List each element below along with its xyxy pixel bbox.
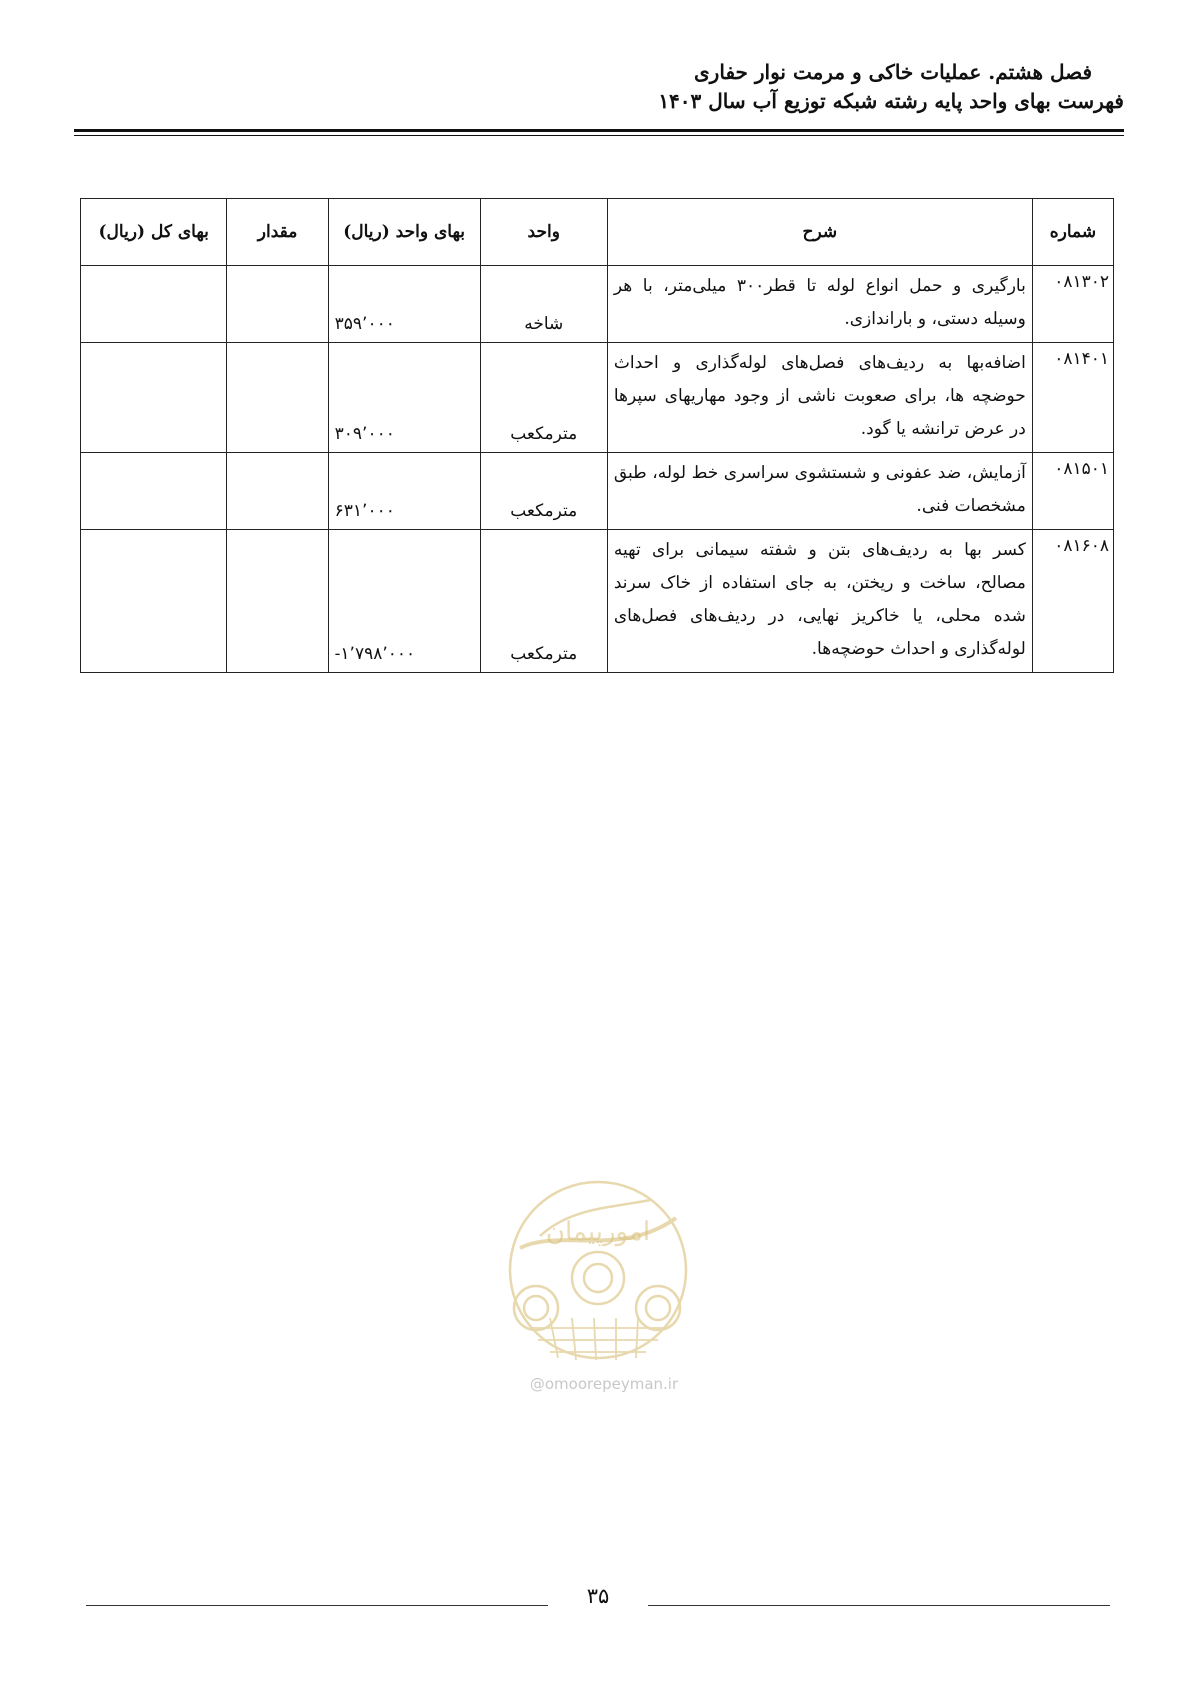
cell-unit: شاخه	[480, 266, 607, 343]
col-header-unit-price: بهای واحد (ریال)	[328, 199, 480, 266]
table-header-row	[81, 199, 1114, 266]
cell-description: بارگیری و حمل انواع لوله تا قطر۳۰۰ میلی‌متر، با هر وسیله دستی، و باراندازی.	[607, 266, 1032, 343]
table-row	[81, 343, 1114, 453]
cell-code: ۰۸۱۵۰۱	[1032, 453, 1113, 530]
cell-description: آزمایش، ضد عفونی و شستشوی سراسری خط لوله، طبق مشخصات فنی.	[607, 453, 1032, 530]
cell-code: ۰۸۱۳۰۲	[1032, 266, 1113, 343]
header-rule-thick	[74, 129, 1124, 132]
price-list-table	[80, 198, 1114, 673]
document-title: فهرست بهای واحد پایه رشته شبکه توزیع آب سال ۱۴۰۳	[658, 89, 1124, 113]
cell-quantity	[227, 530, 328, 673]
cell-unit-price: ۶۳۱٬۰۰۰	[328, 453, 480, 530]
cell-description: اضافه‌بها به ردیف‌های فصل‌های لوله‌گذاری و احداث حوضچه ها، برای صعوبت ناشی از وجود مهاریهای سپرها در عرض ترانشه یا گود.	[607, 343, 1032, 453]
footer-rule-right	[648, 1605, 1110, 1606]
page-header	[74, 58, 1124, 116]
cell-unit-price: ۳۵۹٬۰۰۰	[328, 266, 480, 343]
gear-icon	[572, 1252, 624, 1304]
cell-total-price	[81, 530, 227, 673]
cell-code: ۰۸۱۴۰۱	[1032, 343, 1113, 453]
watermark-logo	[500, 1178, 696, 1396]
cell-code: ۰۸۱۶۰۸	[1032, 530, 1113, 673]
page-number: ۳۵	[586, 1584, 610, 1608]
table-row	[81, 266, 1114, 343]
cell-total-price	[81, 266, 227, 343]
cell-unit: مترمکعب	[480, 343, 607, 453]
table-row	[81, 530, 1114, 673]
cell-unit-price: ۳۰۹٬۰۰۰	[328, 343, 480, 453]
col-header-code: شماره	[1032, 199, 1113, 266]
cell-quantity	[227, 453, 328, 530]
col-header-unit: واحد	[480, 199, 607, 266]
cell-unit-price: -۱٬۷۹۸٬۰۰۰	[328, 530, 480, 673]
cell-total-price	[81, 453, 227, 530]
footer-rule-left	[86, 1605, 548, 1606]
header-rule-thin	[74, 135, 1124, 136]
cell-quantity	[227, 266, 328, 343]
cell-quantity	[227, 343, 328, 453]
watermark-site: @omoorepeyman.ir	[529, 1375, 679, 1393]
col-header-quantity: مقدار	[227, 199, 328, 266]
watermark-logo-text: امورپیمان	[545, 1217, 651, 1247]
table-row	[81, 453, 1114, 530]
cell-unit: مترمکعب	[480, 453, 607, 530]
cell-total-price	[81, 343, 227, 453]
gear-icon	[636, 1286, 680, 1330]
cell-unit: مترمکعب	[480, 530, 607, 673]
col-header-total-price: بهای کل (ریال)	[81, 199, 227, 266]
cell-description: کسر بها به ردیف‌های بتن و شفته سیمانی برای تهیه مصالح، ساخت و ریختن، به جای استفاده از خاک سرند شده محلی، یا خاکریز نهایی، در ردیف‌های فصل‌های لوله‌گذاری و احداث حوضچه‌ها.	[607, 530, 1032, 673]
chapter-title: فصل هشتم. عملیات خاکی و مرمت نوار حفاری	[694, 60, 1092, 84]
col-header-description: شرح	[607, 199, 1032, 266]
